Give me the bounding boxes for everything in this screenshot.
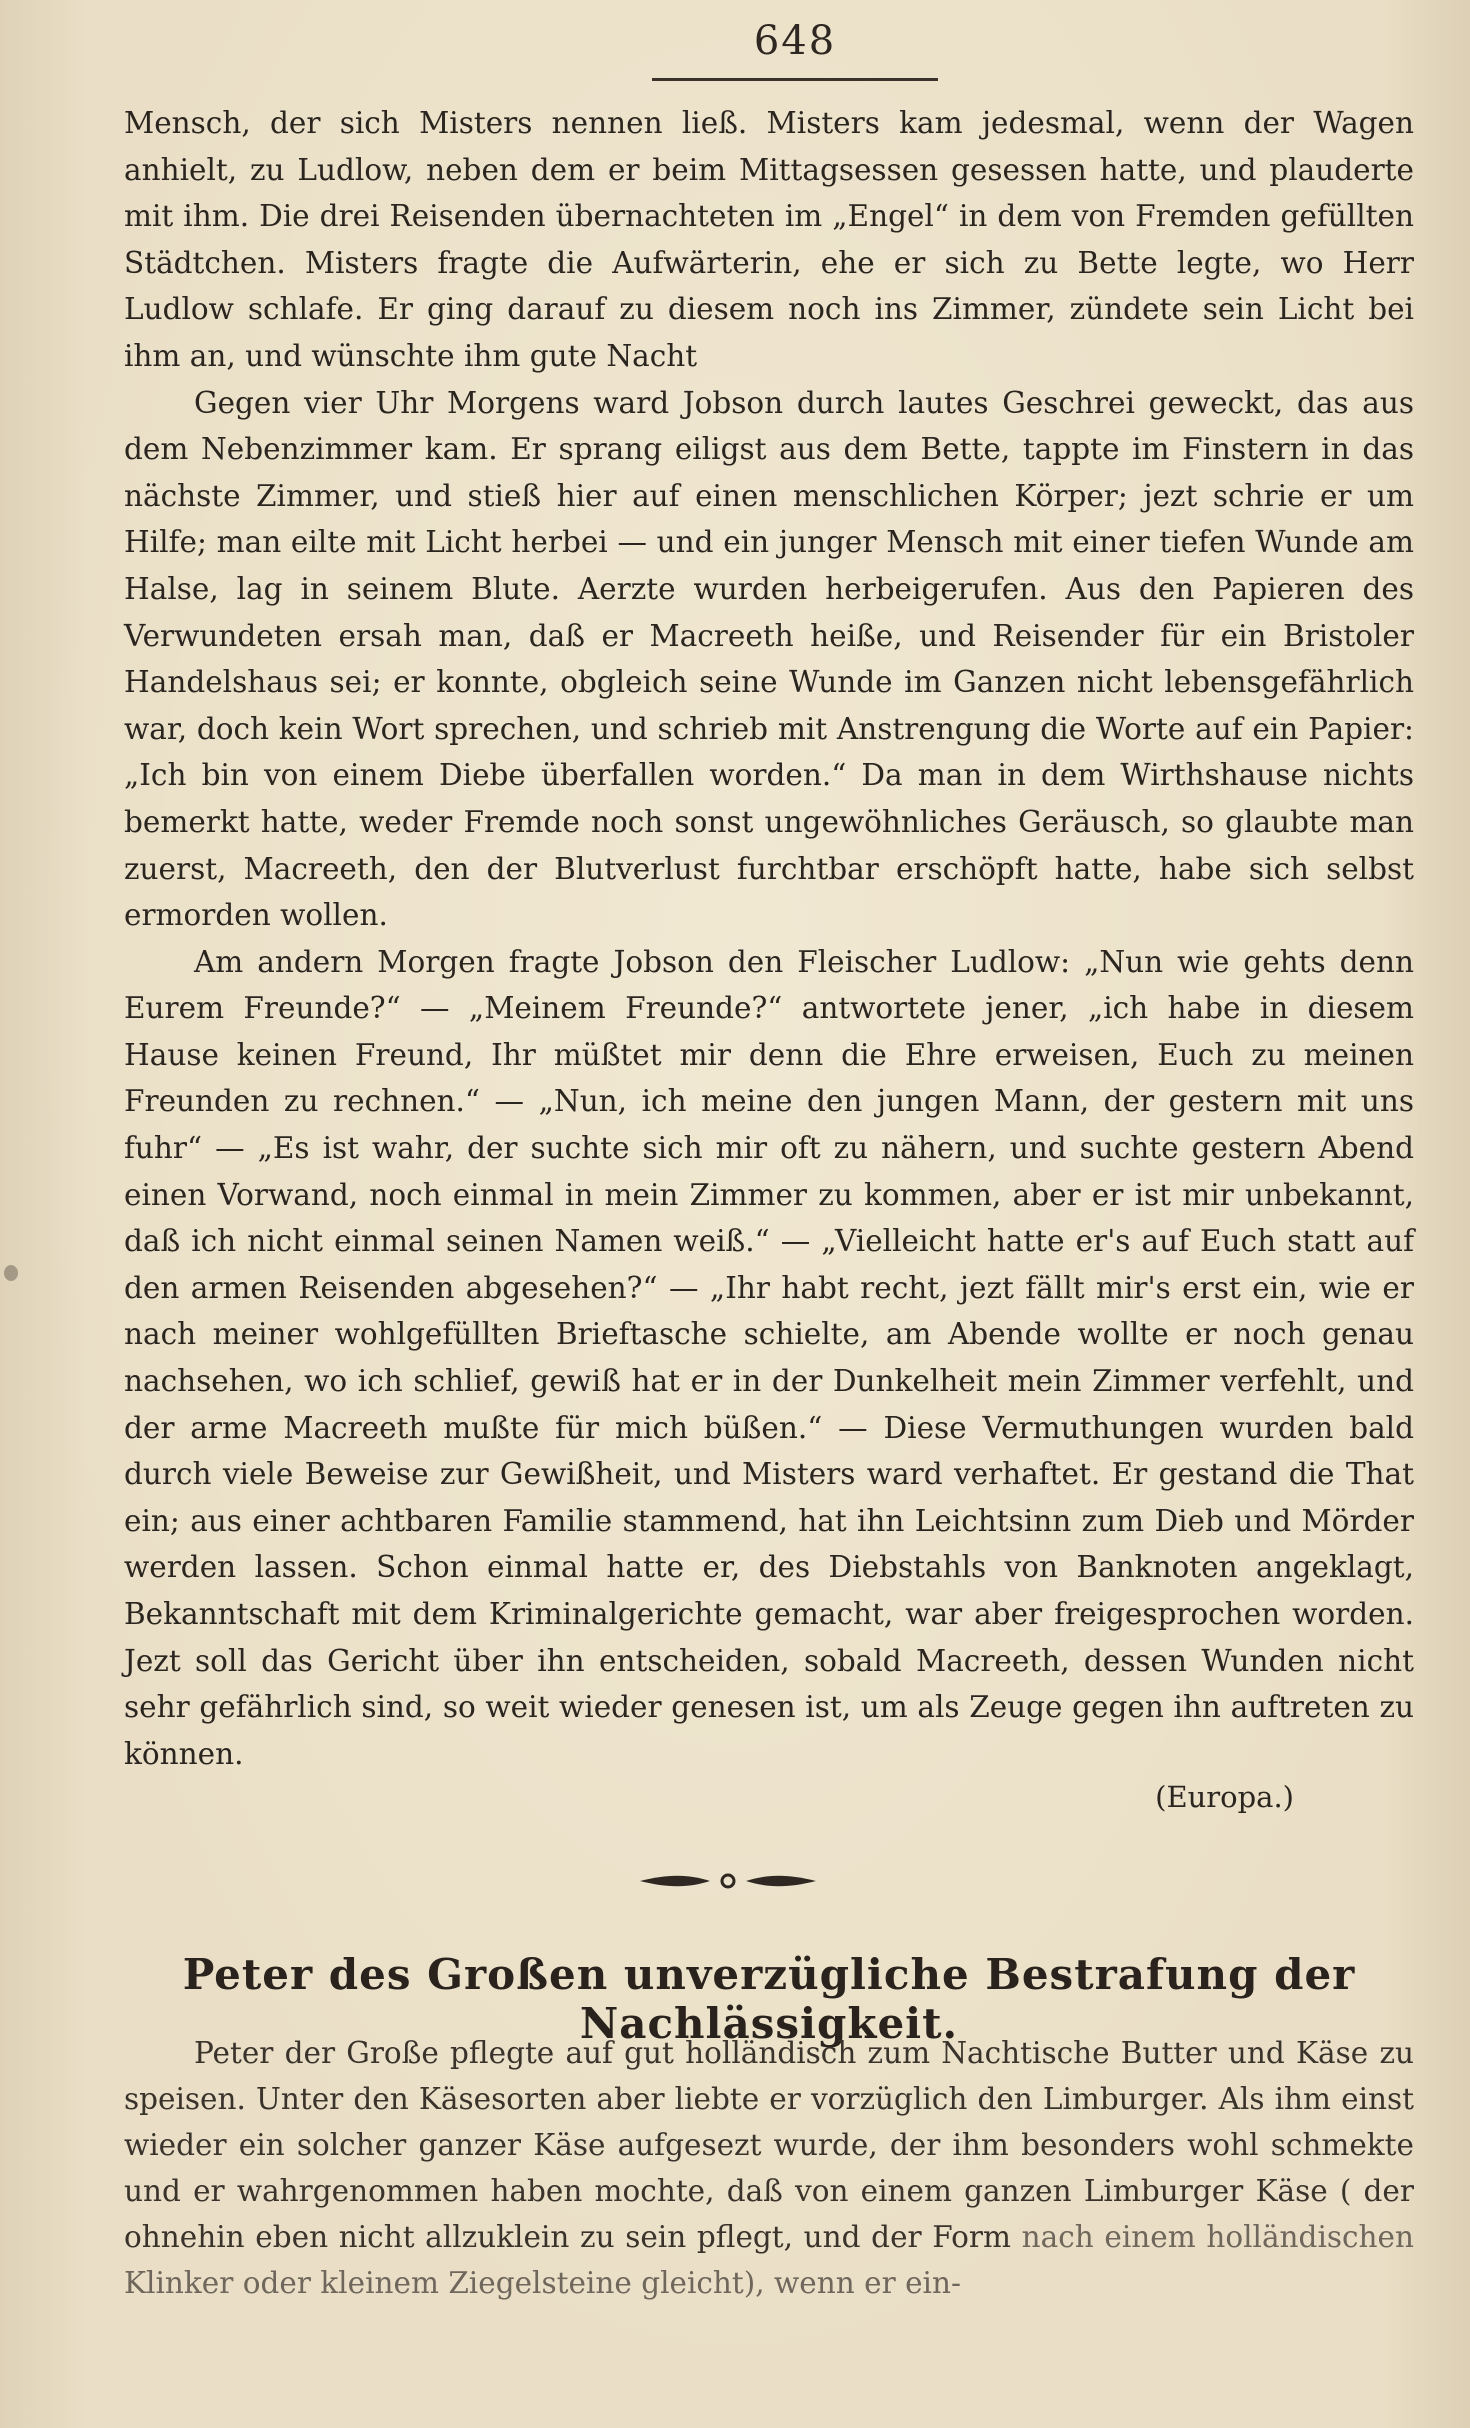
- paragraph-1: Mensch, der sich Misters nennen ließ. Misters kam jedesmal, wenn der Wagen anhielt, zu Ludlow, neben dem er beim Mittagsessen gesessen hatte, und plauderte mit ihm. Die drei Reisenden übernachteten im „Engel“ in dem von Fremden gefüllten Städtchen. Misters fragte die Aufwärterin, ehe er sich zu Bette legte, wo Herr Ludlow schlafe. Er ging darauf zu diesem noch ins Zimmer, zündete sein Licht bei ihm an, und wünschte ihm gute Nacht: [124, 106, 1414, 373]
- page-number: 648: [753, 18, 837, 64]
- ornament-divider-icon: [638, 1866, 818, 1896]
- paragraph-text: Peter der Große pflegte auf gut holländisch zum Nachtische Butter und Käse zu speisen. Unter den Käsesorten aber liebte er vorzüglich den Limburger. Als ihm einst wieder ein solcher ganzer Käse aufgesezt wurde, der ihm besonders wohl schmekte und er wahrgenommen haben mochte, daß von einem ganzen Limburger Käse ( der ohnehin eben nicht allzuklein zu sein pflegt, und der Form: [124, 2036, 1414, 2254]
- ink-smudge: [4, 1265, 18, 1281]
- paragraph-3: Am andern Morgen fragte Jobson den Fleischer Ludlow: „Nun wie gehts denn Eurem Freunde?“ — „Meinem Freunde?“ antwortete jener, „ich habe in diesem Hause keinen Freund, Ihr müßtet mir denn die Ehre erweisen, Euch zu meinen Freunden zu rechnen.“ — „Nun, ich meine den jungen Mann, der gestern mit uns fuhr“ — „Es ist wahr, der suchte sich mir oft zu nähern, und suchte gestern Abend einen Vorwand, noch einmal in mein Zimmer zu kommen, aber er ist mir unbekannt, daß ich nicht einmal seinen Namen weiß.“ — „Vielleicht hatte er's auf Euch statt auf den armen Reisenden abgesehen?“ — „Ihr habt recht, jezt fällt mir's erst ein, wie er nach meiner wohlgefüllten Brieftasche schielte, am Abende wollte er noch genau nachsehen, wo ich schlief, gewiß hat er in der Dunkelheit mein Zimmer verfehlt, und der arme Macreeth mußte für mich büßen.“ — Diese Vermuthungen wurden bald durch viele Beweise zur Gewißheit, und Misters ward verhaftet. Er gestand die That ein; aus einer achtbaren Familie stammend, hat ihn Leichtsinn zum Dieb und Mörder werden lassen. Schon einmal hatte er, des Diebstahls von Banknoten angeklagt, Bekanntschaft mit dem Kriminalgerichte gemacht, war aber freigesprochen worden. Jezt soll das Gericht über ihn entscheiden, sobald Macreeth, dessen Wunden nicht sehr gefährlich sind, so weit wieder genesen ist, um als Zeuge gegen ihn auftreten zu können.: [124, 944, 1414, 1771]
- header-rule: [652, 78, 938, 81]
- source-citation: (Europa.): [1155, 1780, 1294, 1815]
- article-crime-story: [124, 100, 1414, 1817]
- article-peter-the-great: [124, 2030, 1414, 2306]
- faded-text: nach einem holländischen Klinker oder kleinem Ziegelsteine gleicht), wenn er ein-: [124, 2220, 1414, 2300]
- paragraph-2: Gegen vier Uhr Morgens ward Jobson durch lautes Geschrei geweckt, das aus dem Nebenzimmer kam. Er sprang eiligst aus dem Bette, tappte im Finstern in das nächste Zimmer, und stieß hier auf einen menschlichen Körper; jezt schrie er um Hilfe; man eilte mit Licht herbei — und ein junger Mensch mit einer tiefen Wunde am Halse, lag in seinem Blute. Aerzte wurden herbeigerufen. Aus den Papieren des Verwundeten ersah man, daß er Macreeth heiße, und Reisender für ein Bristoler Handelshaus sei; er konnte, obgleich seine Wunde im Ganzen nicht lebensgefährlich war, doch kein Wort sprechen, und schrieb mit Anstrengung die Worte auf ein Papier: „Ich bin von einem Diebe überfallen worden.“ Da man in dem Wirthshause nichts bemerkt hatte, weder Fremde noch sonst ungewöhnliches Geräusch, so glaubte man zuerst, Macreeth, den der Blutverlust furchtbar erschöpft hatte, habe sich selbst ermorden wollen.: [124, 385, 1414, 933]
- paragraph-peter-main: [124, 2030, 1414, 2306]
- section-title: Peter des Großen unverzügliche Bestrafung der Nachlässigkeit.: [182, 1950, 1356, 2048]
